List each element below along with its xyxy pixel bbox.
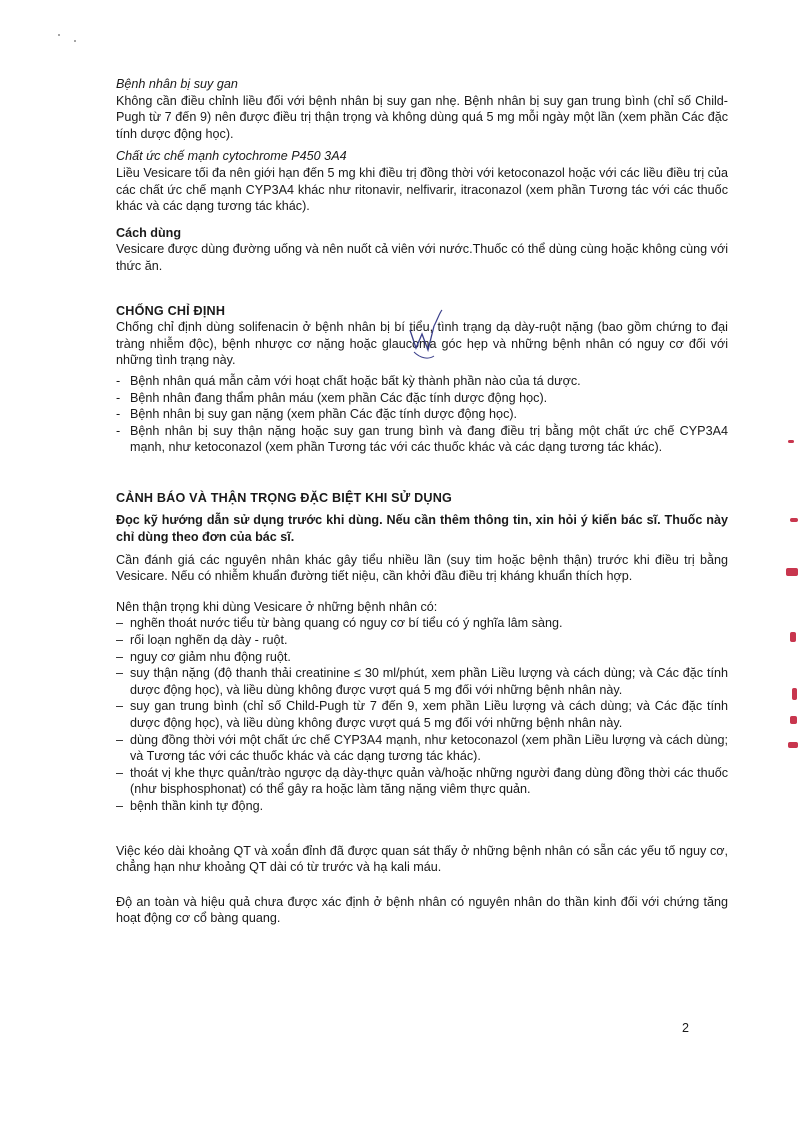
list-item: - Bệnh nhân bị suy thận nặng hoặc suy gan trung bình và đang điều trị bằng một chất ức chế CYP3A4 mạnh, như ketoconazol (xem phần Tương tác với các thuốc khác và các dạng tương tác khác). (116, 423, 728, 455)
list-item: – nghẽn thoát nước tiểu từ bàng quang có nguy cơ bí tiểu có ý nghĩa lâm sàng. (116, 616, 563, 631)
subheading-administration: Cách dùng (116, 225, 182, 240)
heading-contraindications: CHỐNG CHỈ ĐỊNH (116, 303, 226, 318)
subheading-cyp3a4: Chất ức chế mạnh cytochrome P450 3A4 (116, 149, 347, 164)
scan-speck (58, 34, 60, 36)
list-item: – suy gan trung bình (chỉ số Child-Pugh từ 7 đến 9, xem phần Liều lượng và cách dùng; và Các đặc tính dược động học), và liều dùng không được vượt quá 5 mg đối với những bệnh nhân này. (116, 699, 728, 730)
list-item: – dùng đồng thời với một chất ức chế CYP3A4 mạnh, như ketoconazol (xem phần Liều lượng và cách dùng; và Tương tác với các thuốc khác và các dạng tương tác khác). (116, 732, 728, 764)
list-item: – nguy cơ giảm nhu động ruột. (116, 649, 291, 664)
list-item: – thoát vị khe thực quản/trào ngược dạ dày-thực quản và/hoặc những người đang dùng đồng thời các thuốc (như bisphosphonat) có thể gây ra hoặc làm tăng nặng viêm thực quản. (116, 765, 728, 797)
list-item: - Bệnh nhân quá mẫn cảm với hoạt chất hoặc bất kỳ thành phần nào của tá dược. (116, 373, 581, 388)
list-item: – suy thận nặng (độ thanh thải creatinine ≤ 30 ml/phút, xem phần Liều lượng và cách dùng; và Các đặc tính dược động học), và liều dùng không được vượt quá 5 mg đối với những bệnh nhân này. (116, 666, 728, 697)
list-item: – rối loạn nghẽn dạ dày - ruột. (116, 633, 288, 648)
document-body (116, 76, 728, 927)
paragraph-warning-1: Cần đánh giá các nguyên nhân khác gây tiểu nhiều lần (suy tim hoặc bệnh thận) trước khi điều trị bằng Vesicare. Nếu có nhiễm khuẩn đường tiết niệu, cần khởi đầu điều trị kháng khuẩn thích hợp. (116, 552, 728, 584)
page-number: 2 (682, 1021, 690, 1035)
paragraph-cyp3a4: Liều Vesicare tối đa nên giới hạn đến 5 mg khi điều trị đồng thời với ketoconazol hoặc với các liều điều trị của các chất ức chế mạnh CYP3A4 khác như ritonavir, nelfivarir, itraconazol (xem phần Tương tác với các thuốc khác và các dạng tương tác khác). (116, 165, 728, 214)
paragraph-warning-bold: Đọc kỹ hướng dẫn sử dụng trước khi dùng. Nếu cần thêm thông tin, xin hỏi ý kiến bác sĩ. Thuốc này chỉ dùng theo đơn của bác sĩ. (116, 513, 728, 545)
list-item: - Bệnh nhân bị suy gan nặng (xem phần Các đặc tính dược động học). (116, 407, 518, 422)
scan-speck (74, 40, 76, 42)
list-contraindications (116, 373, 728, 456)
heading-warnings: CẢNH BÁO VÀ THẬN TRỌNG ĐẶC BIỆT KHI SỬ DỤNG (116, 490, 452, 505)
handwritten-initial (404, 308, 464, 366)
paragraph-administration: Vesicare được dùng đường uống và nên nuốt cả viên với nước.Thuốc có thể dùng cùng hoặc không cùng với thức ăn. (116, 242, 728, 273)
paragraph-qt: Việc kéo dài khoảng QT và xoắn đỉnh đã được quan sát thấy ở những bệnh nhân có sẵn các yếu tố nguy cơ, chẳng hạn như khoảng QT dài có từ trước và hạ kali máu. (116, 843, 728, 875)
paragraph-contraindications: Chống chỉ định dùng solifenacin ở bệnh nhân bị bí tiểu, tình trạng dạ dày-ruột nặng (bao gồm chứng to đại tràng nhiễm độc), bệnh nhược cơ nặng hoặc glaucoma góc hẹp và những bệnh nhân có nguy cơ đối với những tình trạng này. (116, 320, 728, 368)
paragraph-liver-impairment: Không cần điều chỉnh liều đối với bệnh nhân bị suy gan nhẹ. Bệnh nhân bị suy gan trung bình (chỉ số Child-Pugh từ 7 đến 9) nên được điều trị thận trọng và không dùng quá 5 mg mỗi ngày một lần (xem phần Các đặc tính dược động học). (116, 93, 728, 141)
subheading-liver-impairment: Bệnh nhân bị suy gan (116, 77, 238, 91)
paragraph-caution-intro: Nên thận trọng khi dùng Vesicare ở những bệnh nhân có: (116, 599, 438, 614)
paragraph-safety: Độ an toàn và hiệu quả chưa được xác định ở bệnh nhân có nguyên nhân do thần kinh đối với chứng tăng hoạt động cơ cổ bàng quang. (116, 894, 728, 926)
list-item: – bệnh thần kinh tự động. (116, 798, 264, 813)
stamp-edge-marks (780, 420, 800, 780)
list-item: - Bệnh nhân đang thẩm phân máu (xem phần Các đặc tính dược động học). (116, 390, 548, 405)
list-cautions (116, 615, 728, 814)
